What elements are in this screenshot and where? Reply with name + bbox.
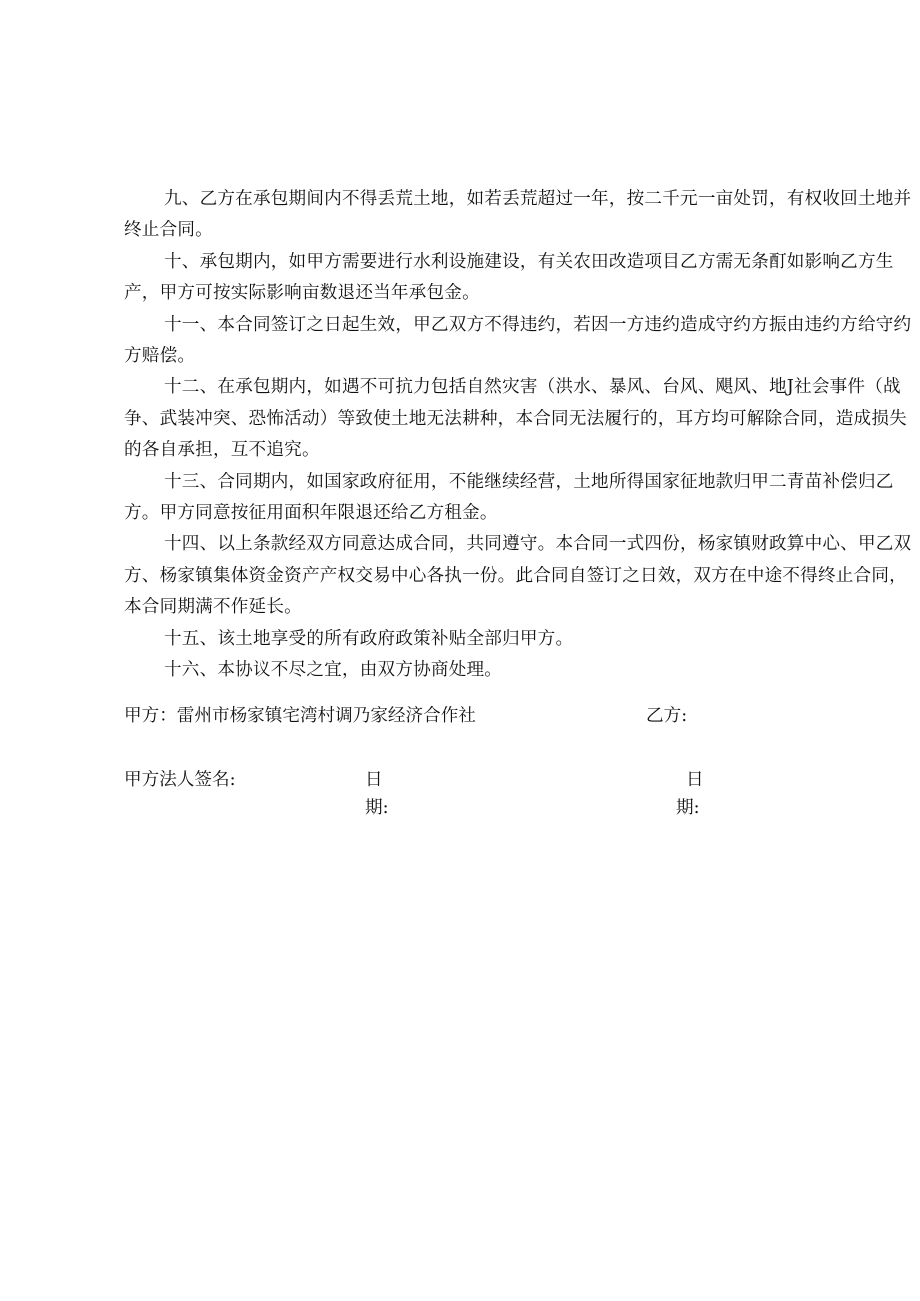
clause-14: 十四、以上条款经双方同意达成合同，共同遵守。本合同一式四份，杨家镇财政算中心、甲乙双方、杨家镇集体资金资产产权交易中心各执一份。此合同自签订之日效，双方在中途不得终止合同，本合同期满不作延长。: [124, 534, 912, 618]
clause-16: 十六、本协议不尽之宜，由双方协商处理。: [164, 660, 503, 681]
clause-15: 十五、该土地享受的所有政府政策补贴全部归甲方。: [164, 628, 574, 649]
clause-9: 九、乙方在承包期间内不得丢荒土地，如若丢荒超过一年，按二千元一亩处罚，有权收回土地并终止合同。: [124, 189, 912, 241]
party-b-date: [676, 766, 704, 822]
party-a-legal-signature-label: 甲方法人签名:: [124, 770, 236, 790]
party-b-label: 乙方:: [646, 706, 688, 726]
party-a-date-line2: 期:: [365, 798, 389, 818]
clause-11: 十一、本合同签订之日起生效，甲乙双方不得违约，若因一方违约造成守约方振由违约方给守约方赔偿。: [124, 314, 912, 367]
clause-12: 十二、在承包期内，如遇不可抗力包括自然灾害（洪水、暴风、台风、飓风、地J社会事件（战争、武装冲突、恐怖活动）等致使土地无法耕种，本合同无法履行的，耳方均可解除合同，造成损失的各自承担，互不追究。: [124, 377, 907, 461]
party-a-date-line1: 日: [365, 770, 383, 790]
contract-clauses: [124, 184, 920, 687]
party-b-date-line2: 期:: [676, 798, 700, 818]
clause-10: 十、承包期内，如甲方需要进行水利设施建设，有关农田改造项目乙方需无条酊如影响乙方生产，甲方可按实际影响亩数退还当年承包金。: [124, 251, 894, 304]
party-b-date-line1: 日: [686, 770, 704, 790]
party-a-date: [365, 766, 389, 822]
party-a-label: 甲方：雷州市杨家镇宅湾村调乃家经济合作社: [124, 706, 476, 726]
clause-13: 十三、合同期内，如国家政府征用，不能继续经营，土地所得国家征地款归甲二青苗补偿归乙方。甲方同意按征用面积年限退还给乙方租金。: [124, 471, 894, 524]
